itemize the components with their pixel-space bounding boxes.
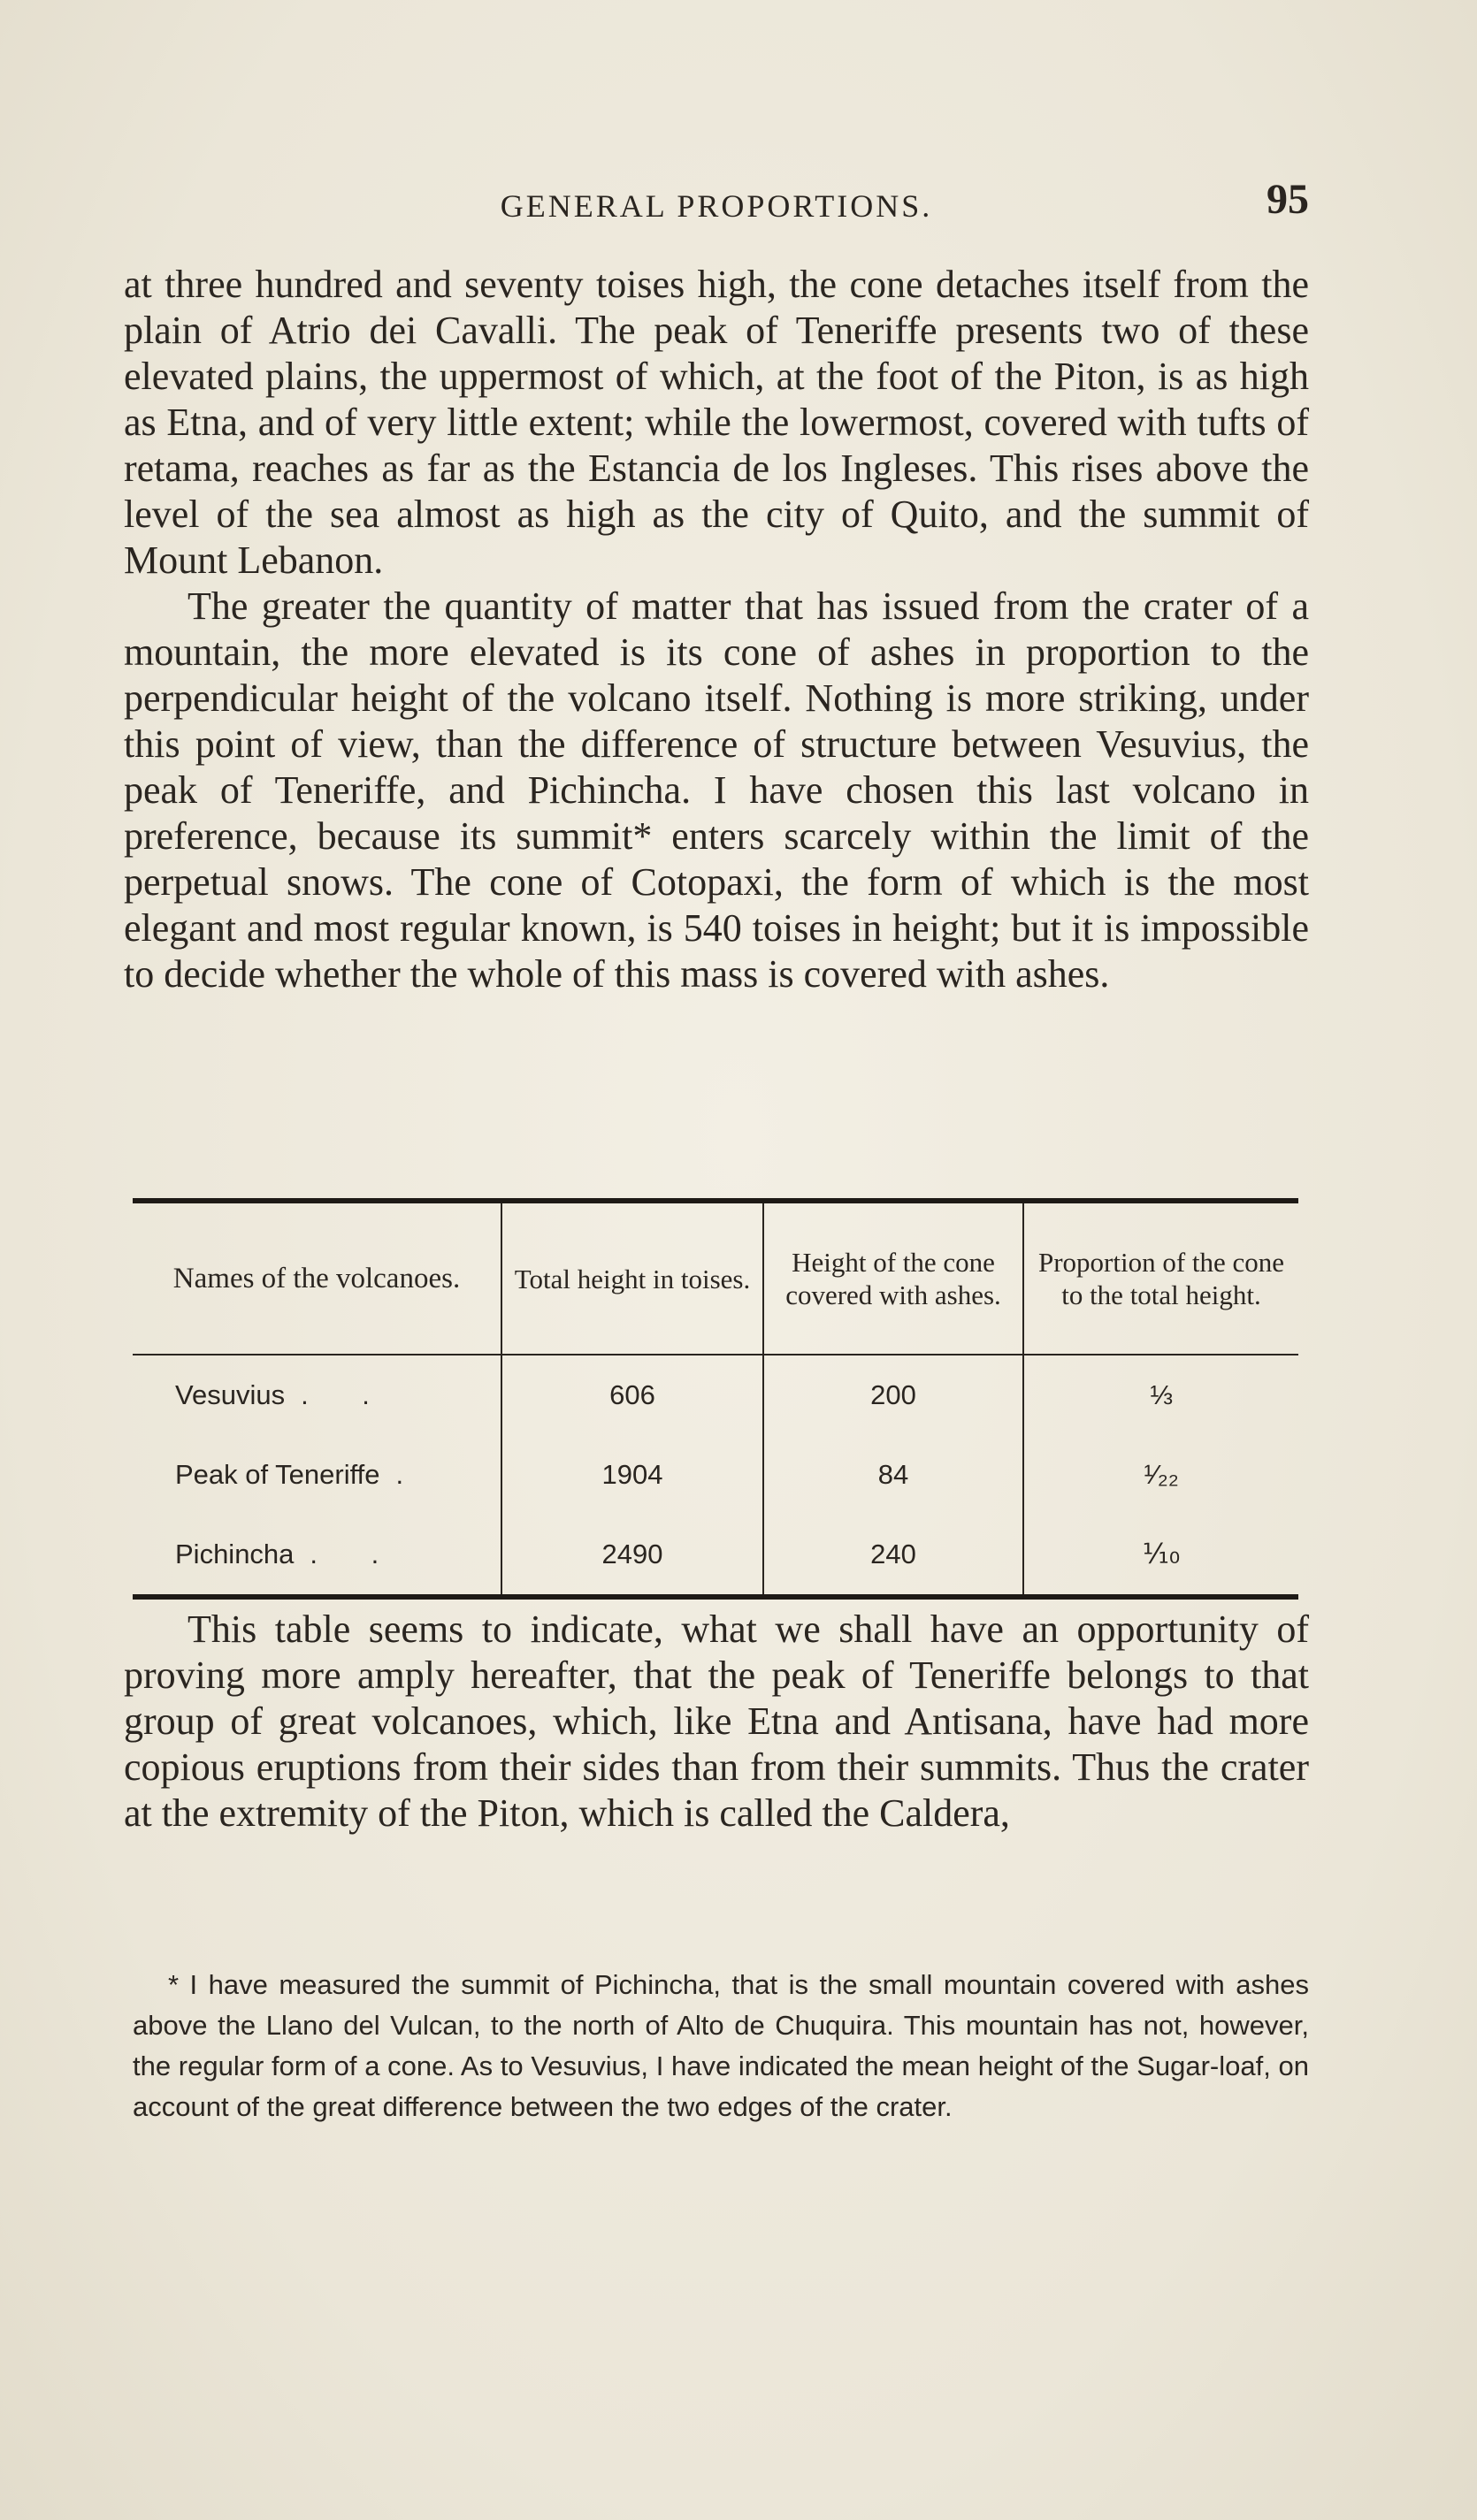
ash-cone-height-cell: 240 [763, 1515, 1023, 1594]
paragraph-volcano-cones: The greater the quantity of matter that has issued from the crater of a mountain, the more elevated is its cone of ashes in proportion to the perpendicular height of the volcano itself. Nothing is more striking, under this point of view, than the difference of structure between Vesuvius, the peak of Teneriffe, and Pichincha. I have chosen this last volcano in preference, because its summit* enters scarcely within the limit of the perpetual snows. The cone of Cotopaxi, the form of which is the most elegant and most regular known, is 540 toises in height; but it is impossible to decide whether the whole of this mass is covered with ashes. [124, 584, 1309, 996]
volcano-name: Peak of Teneriffe [175, 1459, 380, 1490]
ash-cone-height-cell: 84 [763, 1435, 1023, 1515]
body-text [124, 262, 1309, 997]
running-head [124, 175, 1309, 228]
header-total-height: Total height in toises. [501, 1203, 763, 1355]
body-text-after-table [124, 1607, 1309, 1837]
total-height-cell: 606 [501, 1355, 763, 1435]
header-ash-cone-height: Height of the cone covered with ashes. [763, 1203, 1023, 1355]
footnote-text: * I have measured the summit of Pichincha, that is the small mountain covered with ashes above the Llano del Vulcan, to the north of Alto de Chuquira. This mountain has not, however, the regular form of a cone. As to Vesuvius, I have indicated the mean height of the Sugar-loaf, on account of the great difference between the two edges of the crater. [133, 1969, 1309, 2122]
page-number: 95 [1267, 176, 1309, 223]
proportion-cell: ¹⁄₂₂ [1023, 1435, 1298, 1515]
paragraph-table-commentary: This table seems to indicate, what we shall have an opportunity of proving more amply hereafter, that the peak of Teneriffe belongs to that group of great volcanoes, which, like Etna and Antisana, have had more copious eruptions from their sides than from their summits. Thus the crater at the extremity of the Piton, which is called the Caldera, [124, 1607, 1309, 1835]
volcano-table [133, 1198, 1298, 1600]
volcano-name-cell [133, 1355, 501, 1435]
volcano-name-cell [133, 1435, 501, 1515]
leader-dots: . . [301, 1379, 393, 1410]
header-proportion: Proportion of the cone to the total height. [1023, 1203, 1298, 1355]
header-names: Names of the volcanoes. [133, 1203, 501, 1355]
ash-cone-height-cell: 200 [763, 1355, 1023, 1435]
volcano-name: Pichincha [175, 1539, 295, 1569]
footnote [133, 1965, 1309, 2127]
table-row [133, 1435, 1298, 1515]
table-row [133, 1355, 1298, 1435]
running-title: GENERAL PROPORTIONS. [500, 188, 933, 224]
leader-dots: . [395, 1459, 427, 1490]
volcano-name: Vesuvius [175, 1379, 286, 1410]
total-height-cell: 1904 [501, 1435, 763, 1515]
total-height-cell: 2490 [501, 1515, 763, 1594]
paragraph-continued: at three hundred and seventy toises high, the cone detaches itself from the plain of Atrio dei Cavalli. The peak of Teneriffe presents two of these elevated plains, the uppermost of which, at the foot of the Piton, is as high as Etna, and of very little extent; while the lowermost, covered with tufts of retama, reaches as far as the Estancia de los Ingleses. This rises above the level of the sea almost as high as the city of Quito, and the summit of Mount Lebanon. [124, 263, 1309, 582]
proportion-cell: ⅒ [1023, 1515, 1298, 1594]
leader-dots: . . [310, 1539, 402, 1569]
proportion-cell: ⅓ [1023, 1355, 1298, 1435]
table-header-row [133, 1203, 1298, 1355]
table-row [133, 1515, 1298, 1594]
volcano-name-cell [133, 1515, 501, 1594]
